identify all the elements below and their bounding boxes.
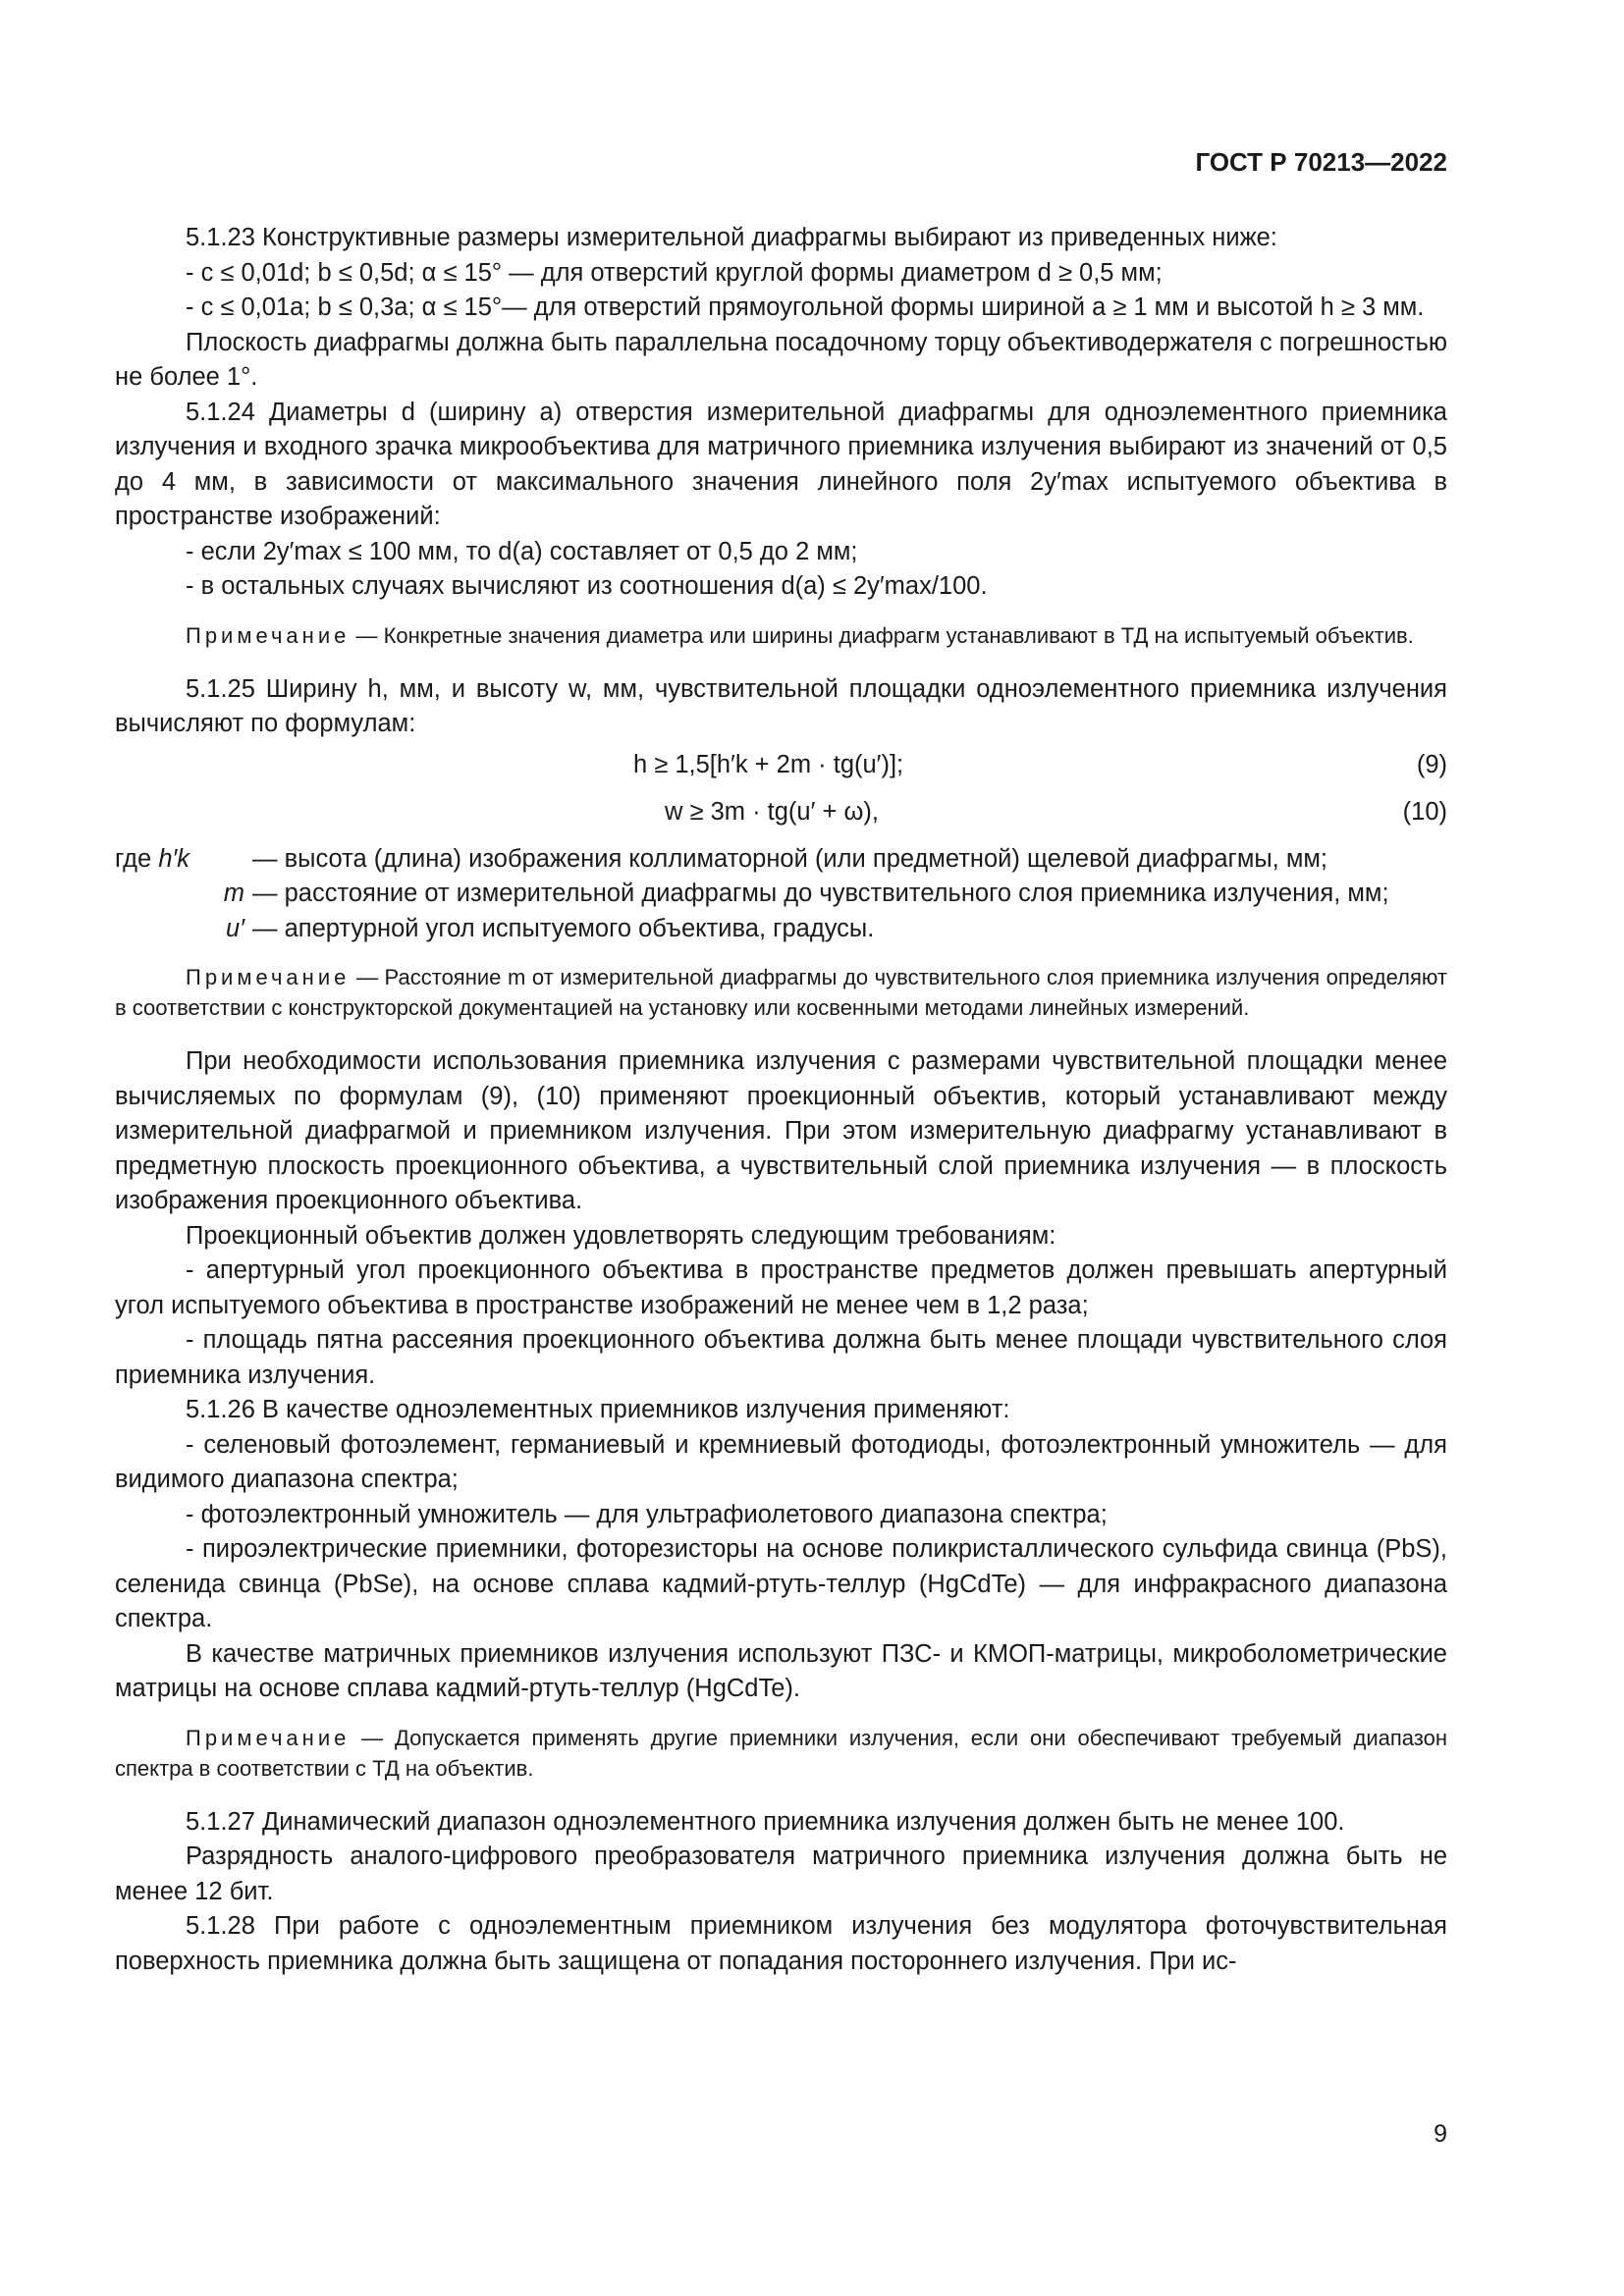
where-def-u: — апертурной угол испытуемого объектива, градусы. bbox=[252, 914, 875, 942]
formula-10-expression: w ≥ 3m · tg(u′ + ω), bbox=[665, 797, 879, 826]
note-label: Примечание bbox=[186, 622, 351, 648]
s5-1-27-intro: 5.1.27 Динамический диапазон одноэлементного приемника излучения должен быть не менее 100. bbox=[186, 1807, 1345, 1836]
s5-1-23-plane: Плоскость диафрагмы должна быть параллельна посадочному торцу объективодержателя с погрешностью не более 1°. bbox=[115, 328, 1447, 391]
s5-1-27-adc: Разрядность аналого-цифрового преобразователя матричного приемника излучения должна быть не менее 12 бит. bbox=[115, 1842, 1447, 1905]
s5-1-26-item-3: - пироэлектрические приемники, фоторезисторы на основе поликристаллического сульфида свинца (PbS), селенида свинца (PbSe), на основе сплава кадмий-ртуть-теллур (HgCdTe) — для инфракрасного диапазона спектра. bbox=[115, 1535, 1447, 1632]
s5-1-26-intro: 5.1.26 В качестве одноэлементных приемников излучения применяют: bbox=[186, 1396, 1010, 1423]
s5-1-26-item-2: - фотоэлектронный умножитель — для ультрафиолетового диапазона спектра; bbox=[186, 1500, 1108, 1528]
s5-1-26-matrix: В качестве матричных приемников излучения используют ПЗС- и КМОП-матрицы, микроболометрические матрицы на основе сплава кадмий-ртуть-теллур (HgCdTe). bbox=[115, 1639, 1447, 1702]
where-def-hk: — высота (длина) изображения коллиматорной (или предметной) щелевой диафрагмы, мм; bbox=[252, 844, 1327, 873]
symbol-hk: h′k bbox=[158, 844, 190, 873]
where-def-m: — расстояние от измерительной диафрагмы до чувствительного слоя приемника излучения, мм; bbox=[252, 880, 1389, 907]
note-3 bbox=[115, 1723, 1447, 1784]
where-symbol-u bbox=[115, 912, 252, 947]
where-list bbox=[115, 842, 1447, 947]
formula-9-expression: h ≥ 1,5[h′k + 2m · tg(u′)]; bbox=[633, 750, 904, 778]
s5-1-23-item-1: - c ≤ 0,01d; b ≤ 0,5d; α ≤ 15° — для отверстий круглой формы диаметром d ≥ 0,5 мм; bbox=[186, 258, 1163, 287]
projection-paragraph-1: При необходимости использования приемника излучения с размерами чувствительной площадки менее вычисляемых по формулам (9), (10) применяют проекционный объектив, который устанавливают между измерительной диафрагмой и приемником излучения. При этом измерительную диафрагму устанавливают в предметную плоскость проекционного объектива, а чувствительный слой приемника излучения — в плоскость изображения проекционного объектива. bbox=[115, 1047, 1447, 1214]
note-3-text: — Допускается применять другие приемники излучения, если они обеспечивают требуемый диапазон спектра в соответствии с ТД на объектив. bbox=[115, 1725, 1447, 1781]
formula-10-number: (10) bbox=[1402, 797, 1447, 826]
formula-9-number: (9) bbox=[1416, 750, 1447, 778]
symbol-u: u′ bbox=[226, 914, 244, 942]
s5-1-25-intro: 5.1.25 Ширину h, мм, и высоту w, мм, чувствительной площадки одноэлементного приемника излучения вычисляют по формулам: bbox=[115, 674, 1447, 737]
where-row-u bbox=[115, 912, 1447, 947]
s5-1-24-intro: 5.1.24 Диаметры d (ширину a) отверстия измерительной диафрагмы для одноэлементного приемника излучения и входного зрачка микрообъектива для матричного приемника излучения выбирают из значений от 0,5 до 4 мм, в зависимости от максимального значения линейного поля 2y′max испытуемого объектива в пространстве изображений: bbox=[115, 398, 1447, 530]
formula-9 bbox=[115, 742, 1447, 789]
note-2-text: — Расстояние m от измерительной диафрагмы до чувствительного слоя приемника излучения определяют в соответствии с конструкторской документацией на установку или косвенными методами линейных измерений. bbox=[115, 965, 1447, 1020]
s5-1-23-item-2: - c ≤ 0,01a; b ≤ 0,3a; α ≤ 15°— для отверстий прямоугольной формы шириной a ≥ 1 мм и высотой h ≥ 3 мм. bbox=[186, 294, 1425, 321]
where-word: где bbox=[115, 844, 152, 873]
note-1-text: — Конкретные значения диаметра или ширины диафрагм устанавливают в ТД на испытуемый объектив. bbox=[355, 622, 1414, 648]
formula-10 bbox=[115, 789, 1447, 836]
note-label: Примечание bbox=[186, 965, 351, 989]
projection-item-2: - площадь пятна рассеяния проекционного объектива должна быть менее площади чувствительного слоя приемника излучения. bbox=[115, 1326, 1447, 1389]
document-code: ГОСТ Р 70213—2022 bbox=[1195, 147, 1447, 177]
page-number: 9 bbox=[1434, 2120, 1447, 2148]
page-body bbox=[115, 221, 1447, 1979]
projection-paragraph-2: Проекционный объектив должен удовлетворять следующим требованиям: bbox=[186, 1221, 1056, 1250]
s5-1-28-intro: 5.1.28 При работе с одноэлементным приемником излучения без модулятора фоточувствительная поверхность приемника должна быть защищена от попадания постороннего излучения. При ис- bbox=[115, 1912, 1447, 1975]
note-2 bbox=[115, 962, 1447, 1023]
symbol-m: m bbox=[223, 880, 244, 907]
where-symbol-m bbox=[115, 877, 252, 912]
where-symbol-hk bbox=[115, 842, 252, 878]
note-label: Примечание bbox=[186, 1725, 351, 1750]
s5-1-26-item-1: - селеновый фотоэлемент, германиевый и кремниевый фотодиоды, фотоэлектронный умножитель — для видимого диапазона спектра; bbox=[115, 1430, 1447, 1493]
projection-item-1: - апертурный угол проекционного объектива в пространстве предметов должен превышать апертурный угол испытуемого объектива в пространстве изображений не менее чем в 1,2 раза; bbox=[115, 1256, 1447, 1319]
where-row-m bbox=[115, 877, 1447, 912]
s5-1-24-item-2: - в остальных случаях вычисляют из соотношения d(a) ≤ 2y′max/100. bbox=[186, 572, 988, 600]
s5-1-23-intro: 5.1.23 Конструктивные размеры измерительной диафрагмы выбирают из приведенных ниже: bbox=[186, 224, 1277, 251]
s5-1-24-item-1: - если 2y′max ≤ 100 мм, то d(a) составляет от 0,5 до 2 мм; bbox=[186, 537, 858, 565]
where-row-hk bbox=[115, 842, 1447, 878]
note-1 bbox=[115, 620, 1447, 651]
